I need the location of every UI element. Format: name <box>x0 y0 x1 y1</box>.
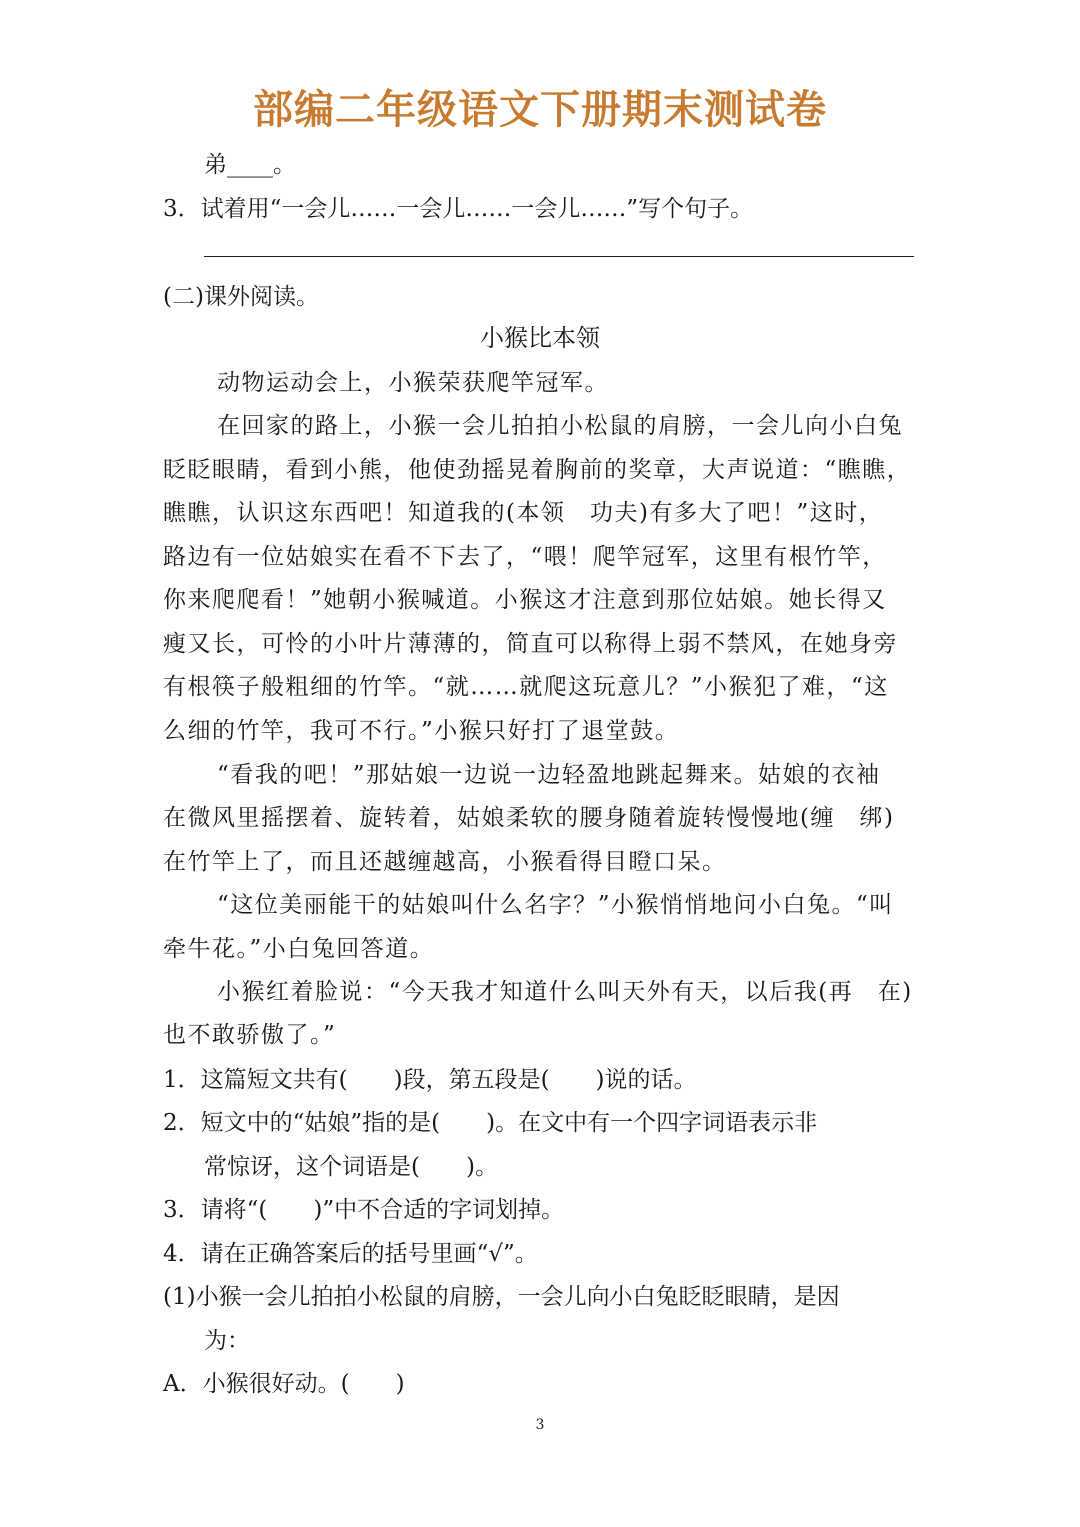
question-item: 常惊讶，这个词语是( )。 <box>204 1154 498 1180</box>
story-line: 有根筷子般粗细的竹竿。“就……就爬这玩意儿？”小猴犯了难，“这 <box>163 674 889 700</box>
story-line: 在竹竿上了，而且还越缠越高，小猴看得目瞪口呆。 <box>163 849 727 875</box>
story-line: 在微风里摇摆着、旋转着，姑娘柔软的腰身随着旋转慢慢地(缠 绑) <box>163 805 895 831</box>
question-item: (1)小猴一会儿拍拍小松鼠的肩膀，一会儿向小白兔眨眨眼睛，是因 <box>163 1284 840 1310</box>
question-item: 4．请在正确答案后的括号里画“√”。 <box>163 1241 538 1267</box>
previous-question-continuation: 弟____。 <box>204 152 296 178</box>
section-label: (二)课外阅读。 <box>163 284 319 310</box>
story-title: 小猴比本领 <box>480 324 600 352</box>
answer-option: A．小猴很好动。( ) <box>163 1371 405 1397</box>
story-line: “看我的吧！”那姑娘一边说一边轻盈地跳起舞来。姑娘的衣袖 <box>217 762 881 788</box>
story-line: 牵牛花。”小白兔回答道。 <box>163 936 435 962</box>
story-line: 瘦又长，可怜的小叶片薄薄的，简直可以称得上弱不禁风，在她身旁 <box>163 631 898 657</box>
answer-line <box>204 256 914 257</box>
story-line: 你来爬爬看！”她朝小猴喊道。小猴这才注意到那位姑娘。她长得又 <box>163 587 887 613</box>
page-number: 3 <box>535 1417 545 1433</box>
question-item: 2．短文中的“姑娘”指的是( )。在文中有一个四字词语表示非 <box>163 1110 818 1136</box>
question-item: 1．这篇短文共有( )段，第五段是( )说的话。 <box>163 1067 697 1093</box>
story-line: 眨眨眼睛，看到小熊，他使劲摇晃着胸前的奖章，大声说道：“瞧瞧， <box>163 457 912 483</box>
exam-title: 部编二年级语文下册期末测试卷 <box>253 87 827 133</box>
question-item: 为： <box>204 1328 250 1354</box>
story-line: 动物运动会上，小猴荣获爬竿冠军。 <box>217 370 609 396</box>
question-3-prompt: 3．试着用“一会儿……一会儿……一会儿……”写个句子。 <box>163 196 754 222</box>
story-line: 小猴红着脸说：“今天我才知道什么叫天外有天，以后我(再 在) <box>217 979 913 1005</box>
story-line: 路边有一位姑娘实在看不下去了，“喂！爬竿冠军，这里有根竹竿， <box>163 544 887 570</box>
story-line: 在回家的路上，小猴一会儿拍拍小松鼠的肩膀，一会儿向小白兔 <box>217 413 903 439</box>
story-line: 么细的竹竿，我可不行。”小猴只好打了退堂鼓。 <box>163 718 680 744</box>
story-line: “这位美丽能干的姑娘叫什么名字？”小猴悄悄地问小白兔。“叫 <box>217 892 894 918</box>
story-line: 瞧瞧，认识这东西吧！知道我的(本领 功夫)有多大了吧！”这时， <box>163 500 884 526</box>
story-line: 也不敢骄傲了。” <box>163 1022 337 1048</box>
question-item: 3．请将“( )”中不合适的字词划掉。 <box>163 1197 565 1223</box>
